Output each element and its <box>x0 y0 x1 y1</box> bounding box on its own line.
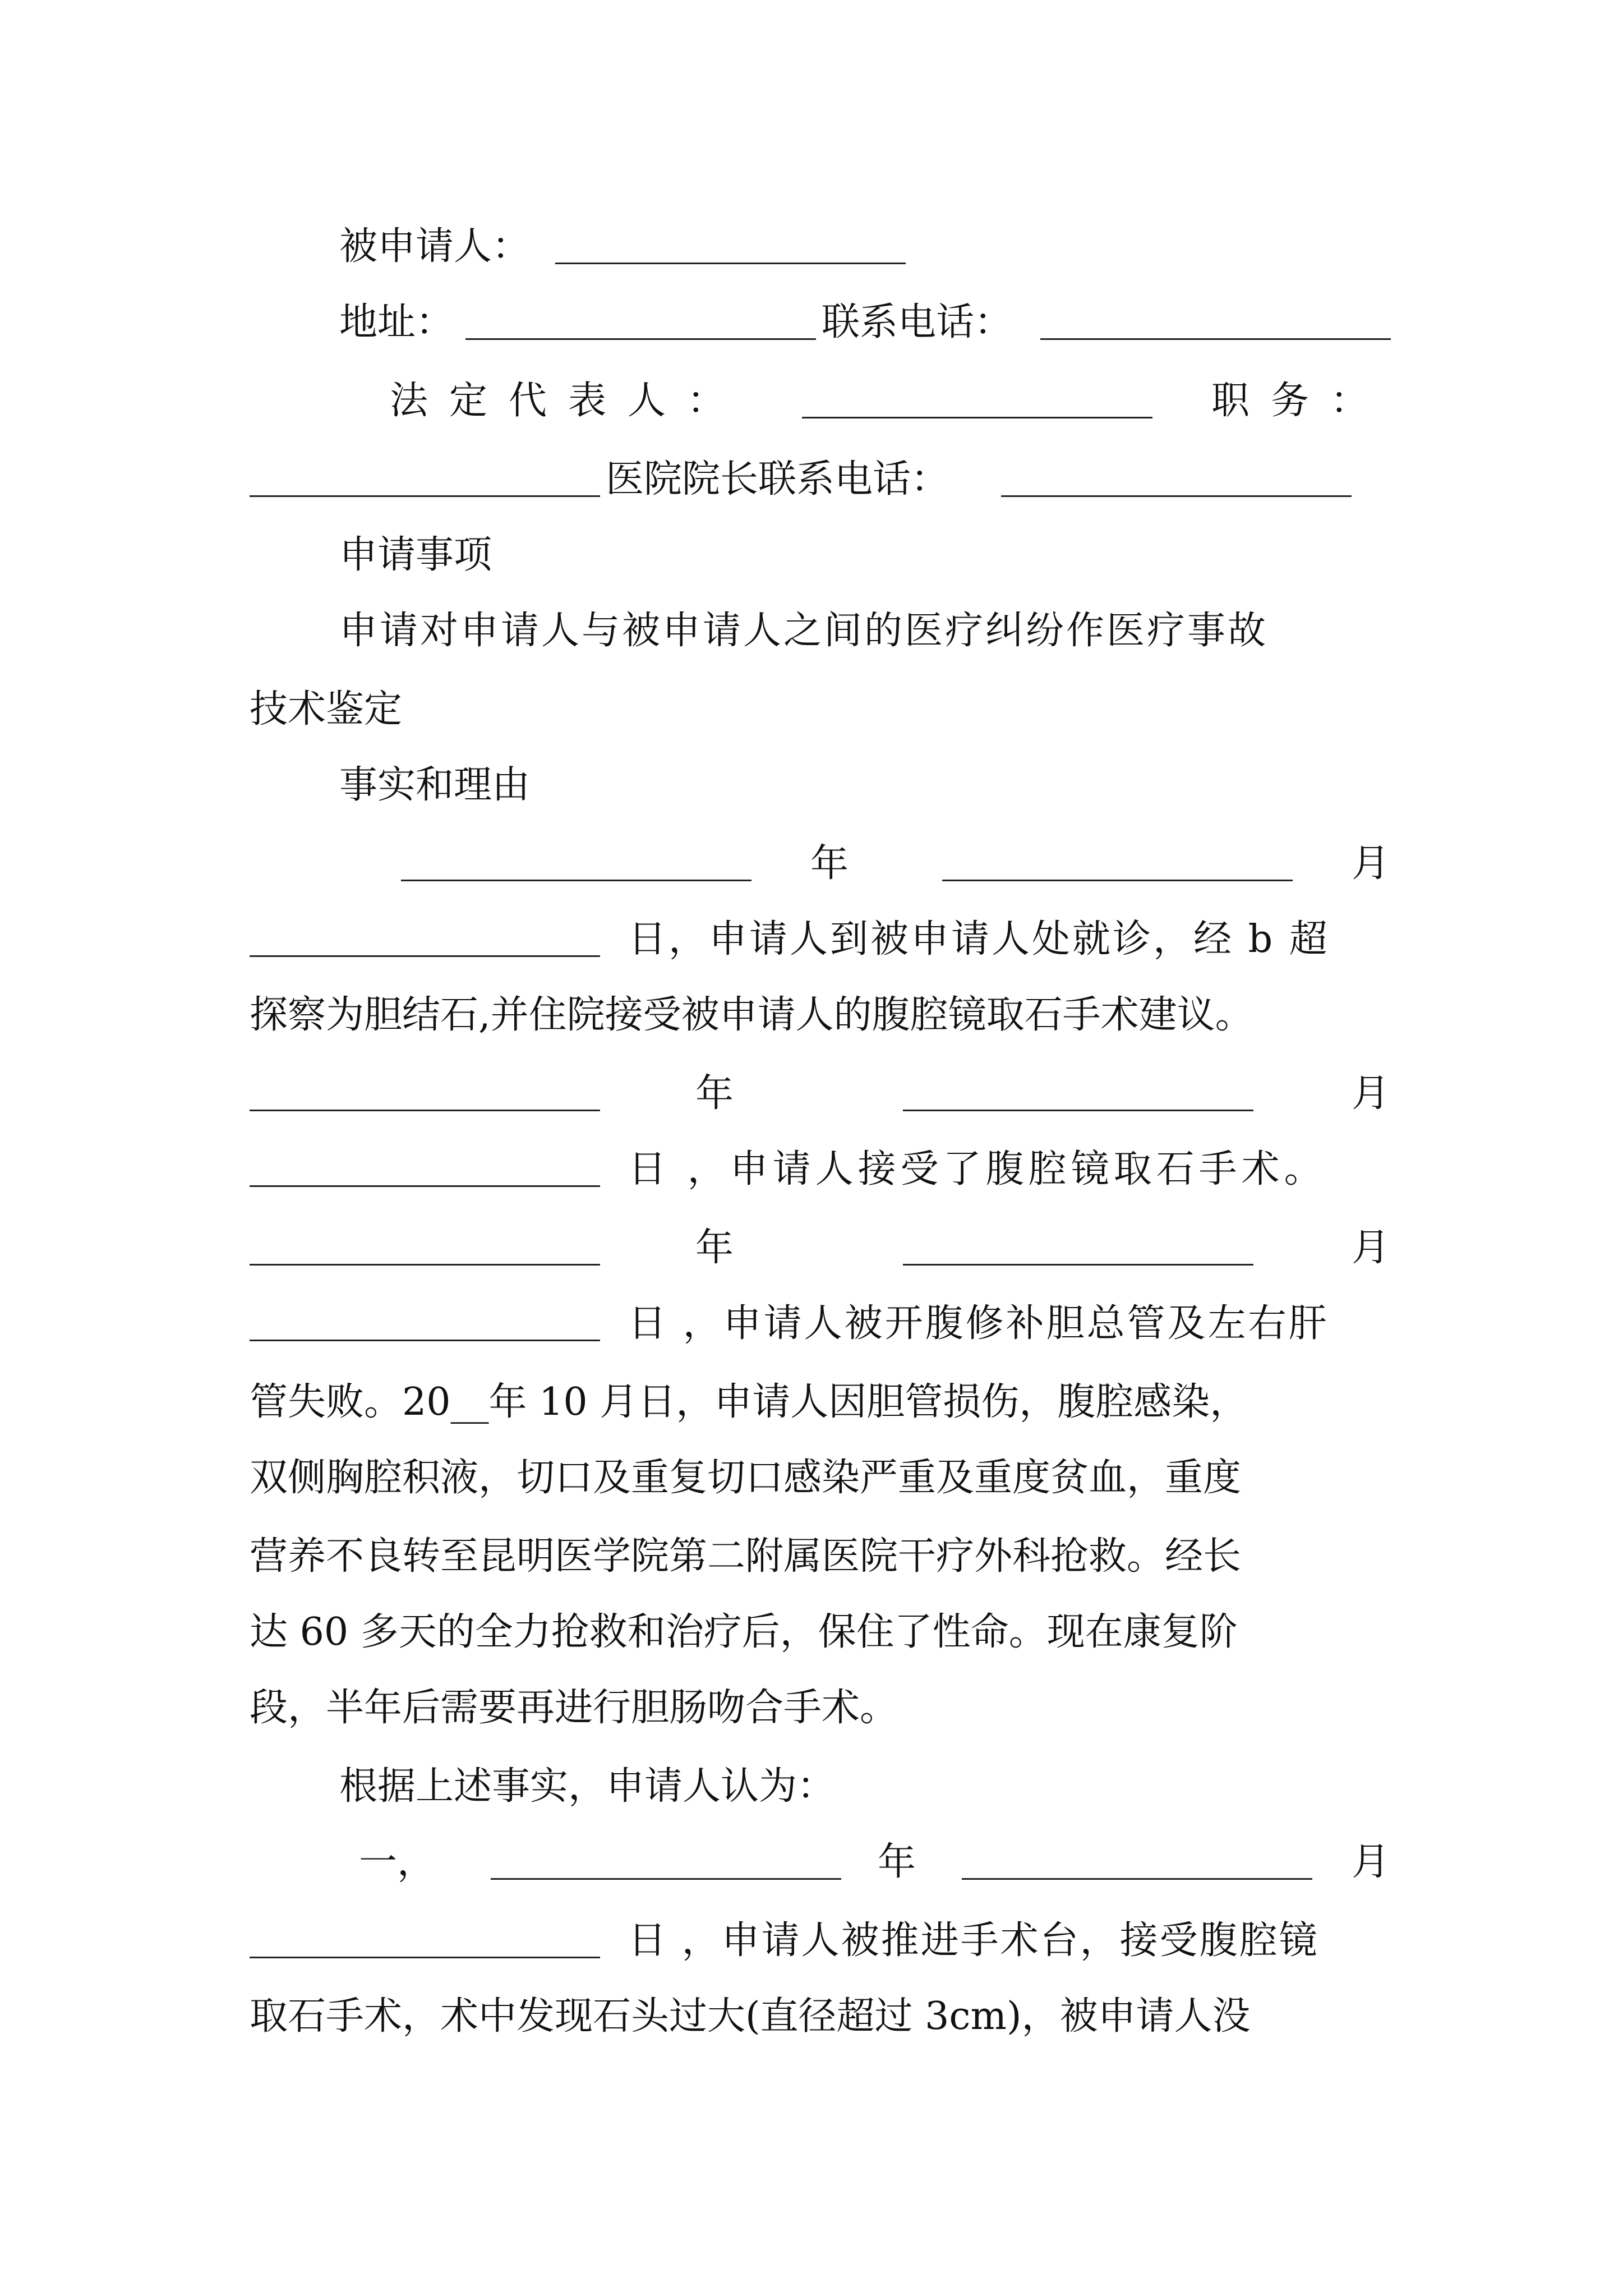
request-text-line-2 <box>0 682 1623 738</box>
facts-line-3 <box>0 1296 1623 1352</box>
facts-1-day-text: 日，申请人到被申请人处就诊，经 b 超 <box>628 917 1330 961</box>
facts-line-1-cont <box>0 987 1623 1043</box>
facts-3-day-text: 日 ，申请人被开腹修补胆总管及左右肝 <box>628 1301 1329 1346</box>
legal-rep-label: 法定代表人： <box>390 379 747 423</box>
facts-line-3-cont-1 <box>0 1374 1623 1430</box>
date3-year-blank[interactable] <box>250 1264 600 1266</box>
date3-month-blank[interactable] <box>903 1264 1253 1266</box>
date1-month-label: 月 <box>1352 841 1390 886</box>
respondent-label: 被申请人： <box>339 224 531 269</box>
dean-phone-label: 医院院长联系电话： <box>606 457 949 501</box>
date2-year-label: 年 <box>695 1071 734 1116</box>
legal-rep-line <box>0 373 1623 429</box>
legal-rep-blank[interactable] <box>802 417 1152 418</box>
date-line-3 <box>0 1220 1623 1276</box>
position-label: 职务： <box>1211 379 1390 423</box>
facts-line-3-cont-4 <box>0 1604 1623 1660</box>
date2-month-blank[interactable] <box>903 1110 1253 1111</box>
position-blank[interactable] <box>250 495 600 497</box>
point-one-line <box>0 1913 1623 1969</box>
request-heading-line <box>0 527 1623 583</box>
facts-heading-line <box>0 757 1623 813</box>
section-request-title: 申请事项 <box>339 533 492 577</box>
date3-year-label: 年 <box>695 1226 734 1270</box>
date2-month-label: 月 <box>1352 1071 1390 1116</box>
address-label: 地址： <box>339 300 454 344</box>
point-one-date-line <box>0 1834 1623 1890</box>
date-line-2 <box>0 1066 1623 1122</box>
facts-1-cont: 探察为胆结石,并住院接受被申请人的腹腔镜取石手术建议。 <box>250 993 1253 1037</box>
facts-3-cont-3: 营养不良转至昆明医学院第二附属医院干疗外科抢救。经长 <box>250 1534 1242 1579</box>
point-one-prefix: 一， <box>359 1840 436 1884</box>
dean-phone-line <box>0 452 1623 508</box>
conclusion-intro: 根据上述事实，申请人认为： <box>339 1764 836 1809</box>
dean-phone-blank[interactable] <box>1001 495 1352 497</box>
date2-year-blank[interactable] <box>250 1110 600 1111</box>
section-facts-title: 事实和理由 <box>339 763 531 807</box>
date3-month-label: 月 <box>1352 1226 1390 1270</box>
date1-year-blank[interactable] <box>401 880 751 881</box>
facts-3-cont-5: 段，半年后需要再进行胆肠吻合手术。 <box>250 1686 898 1730</box>
facts-3-cont-1: 管失败。20__年 10 月日，申请人因胆管损伤，腹腔感染， <box>250 1380 1248 1424</box>
facts-line-1 <box>0 912 1623 968</box>
phone-label: 联系电话： <box>822 300 1013 344</box>
request-text-line-1 <box>0 603 1623 659</box>
facts-line-3-cont-5 <box>0 1680 1623 1736</box>
phone-blank[interactable] <box>1040 338 1391 340</box>
point1-year-label: 年 <box>878 1840 916 1884</box>
conclusion-intro-line <box>0 1759 1623 1815</box>
facts-2-day-text: 日 ，申请人接受了腹腔镜取石手术。 <box>628 1147 1327 1191</box>
address-line <box>0 295 1623 351</box>
facts-line-2 <box>0 1142 1623 1198</box>
date1-year-label: 年 <box>810 841 849 886</box>
facts-line-3-cont-3 <box>0 1529 1623 1585</box>
point1-month-blank[interactable] <box>962 1878 1312 1880</box>
point-one-day-text: 日 ，申请人被推进手术台，接受腹腔镜 <box>628 1918 1319 1963</box>
respondent-line <box>0 219 1623 275</box>
point1-month-label: 月 <box>1352 1840 1390 1884</box>
request-text-1: 申请对申请人与被申请人之间的医疗纠纷作医疗事故 <box>339 609 1269 653</box>
address-blank[interactable] <box>465 338 816 340</box>
point-one-cont-line <box>0 1989 1623 2045</box>
date2-day-blank[interactable] <box>250 1185 600 1187</box>
facts-3-cont-4: 达 60 多天的全力抢救和治疗后，保住了性命。现在康复阶 <box>250 1610 1238 1654</box>
request-text-2: 技术鉴定 <box>250 687 403 731</box>
point1-day-blank[interactable] <box>250 1957 600 1958</box>
facts-line-3-cont-2 <box>0 1450 1623 1506</box>
date3-day-blank[interactable] <box>250 1340 600 1341</box>
date-line-1 <box>0 836 1623 892</box>
point1-year-blank[interactable] <box>491 1878 841 1880</box>
facts-3-cont-2: 双侧胸腔积液，切口及重复切口感染严重及重度贫血，重度 <box>250 1456 1242 1500</box>
point-one-cont: 取石手术，术中发现石头过大(直径超过 3cm)，被申请人没 <box>250 1994 1251 2039</box>
date1-day-blank[interactable] <box>250 955 600 957</box>
date1-month-blank[interactable] <box>942 880 1293 881</box>
respondent-blank[interactable] <box>555 263 906 264</box>
